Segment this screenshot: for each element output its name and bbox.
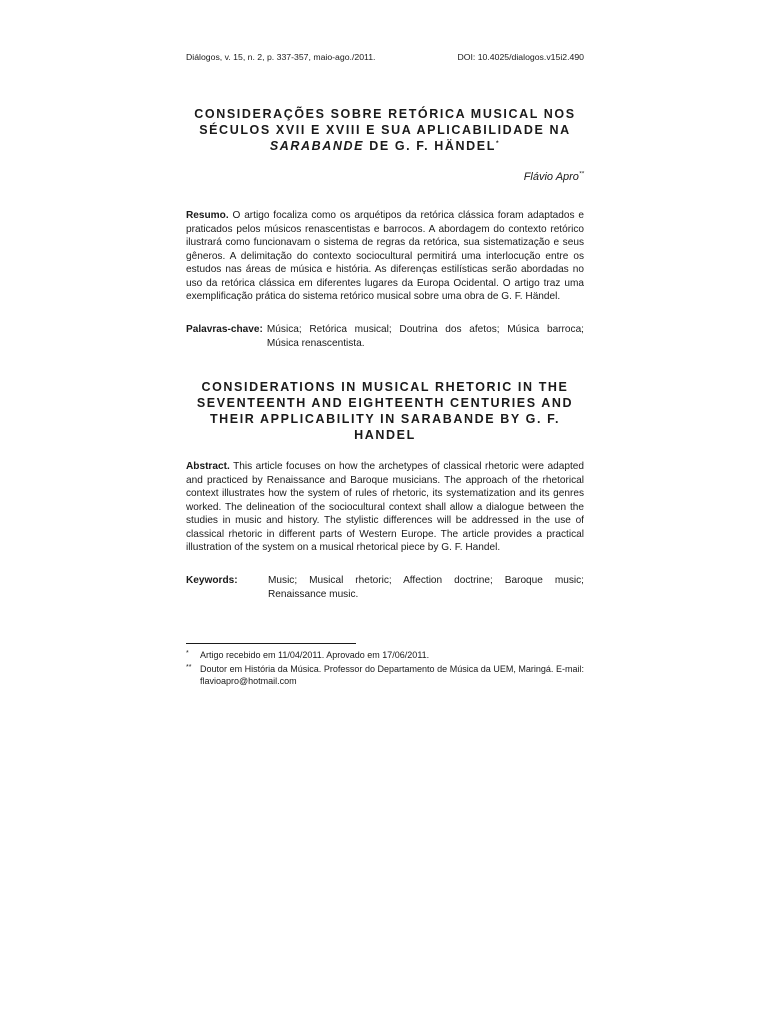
title-line: HANDEL xyxy=(354,428,416,442)
footnote xyxy=(186,663,584,688)
abstract-label: Resumo. xyxy=(186,210,229,221)
journal-citation: Diálogos, v. 15, n. 2, p. 337-357, maio-ago./2011. xyxy=(186,52,376,62)
title-line xyxy=(186,138,584,154)
running-head xyxy=(186,52,584,62)
title-line: THEIR APPLICABILITY IN SARABANDE BY G. F. xyxy=(209,412,561,426)
title-line: SEVENTEENTH AND EIGHTEENTH CENTURIES AND xyxy=(196,396,574,410)
title-line: CONSIDERAÇÕES SOBRE RETÓRICA MUSICAL NOS xyxy=(194,107,576,121)
footnote-mark: ** xyxy=(578,170,584,178)
footnote-mark: * xyxy=(186,650,189,657)
abstract-text: O artigo focaliza como os arquétipos da retórica clássica foram adaptados e praticados pelos músicos renascentistas e barrocos. A abordagem do contexto retórico ilustrará como funcionavam o sistema de regras da retórica, sua sistematização e seus gêneros. A delimitação do contexto sociocultural permitirá uma interlocução entre os estudos nas áreas de música e história. As diferenças estilísticas serão abordadas no uso da retórica clássica em diferentes lugares da Europa Ocidental. O artigo traz uma exemplificação prática do sistema retórico musical sobre uma obra de G. F. Händel. xyxy=(186,210,584,302)
title-line: CONSIDERATIONS IN MUSICAL RHETORIC IN THE xyxy=(201,380,569,394)
footnote-text: Artigo recebido em 11/04/2011. Aprovado em 17/06/2011. xyxy=(200,650,430,660)
title-line: SÉCULOS XVII E XVIII E SUA APLICABILIDADE NA xyxy=(199,123,571,137)
footnotes xyxy=(186,649,584,689)
abstract-label: Abstract. xyxy=(186,461,230,472)
footnote-divider xyxy=(186,643,356,644)
title-line-rest: DE G. F. HÄNDEL xyxy=(364,139,496,153)
portuguese-keywords xyxy=(186,323,584,350)
english-keywords xyxy=(186,574,584,601)
keywords-text: Música; Retórica musical; Doutrina dos afetos; Música barroca; Música renascentista. xyxy=(266,324,584,349)
portuguese-abstract xyxy=(186,209,584,304)
footnote-mark: * xyxy=(495,139,501,147)
keywords-text: Music; Musical rhetoric; Affection doctrine; Baroque music; Renaissance music. xyxy=(268,575,584,600)
author xyxy=(524,171,584,183)
keywords-label: Palavras-chave: xyxy=(186,324,263,335)
doi: DOI: 10.4025/dialogos.v15i2.490 xyxy=(457,52,584,62)
title-italic-work: SARABANDE xyxy=(269,139,365,153)
footnote-mark: ** xyxy=(186,663,192,671)
footnote-text: Doutor em História da Música. Professor do Departamento de Música da UEM, Maringá. E-mail: flavioapro@hotmail.com xyxy=(200,663,584,686)
portuguese-title xyxy=(186,106,584,154)
abstract-text: This article focuses on how the archetypes of classical rhetoric were adapted and practiced by Renaissance and Baroque musicians. The approach of the rhetorical context illustrates how the system of rules of rhetoric, its systematization and its genres worked. The delineation of the sociocultural context shall allow a dialogue between the studies in music and history. The stylistic differences will be addressed in the use of classical rhetoric in different parts of Western Europe. The article provides a practical illustration of the system on a musical rhetorical piece by G. F. Handel. xyxy=(186,461,584,553)
keywords-label: Keywords: xyxy=(186,575,238,586)
author-name: Flávio Apro xyxy=(523,171,579,183)
english-abstract xyxy=(186,460,584,555)
english-title xyxy=(186,379,584,443)
footnote xyxy=(186,649,584,662)
